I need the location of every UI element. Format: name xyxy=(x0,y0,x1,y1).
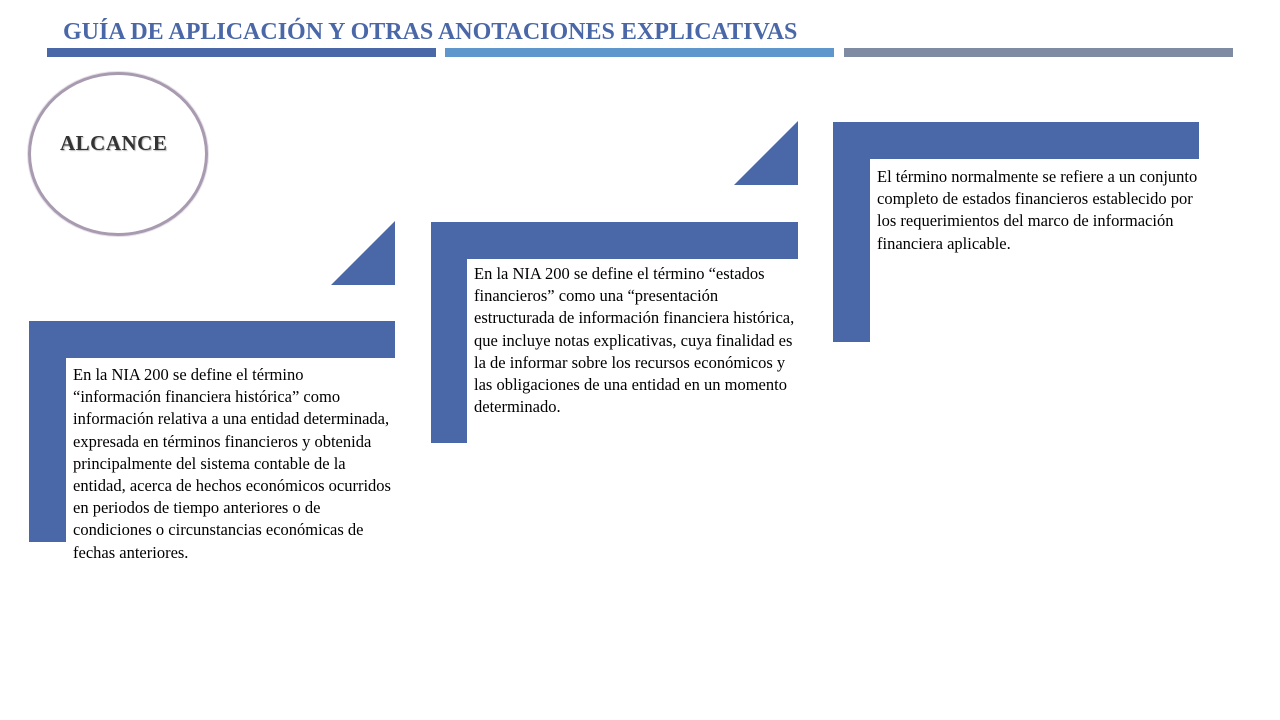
title-underline-segment-2 xyxy=(445,48,834,57)
title-underline-segment-1 xyxy=(47,48,436,57)
step-3-side-bar xyxy=(833,122,870,342)
step-3-top-bar xyxy=(833,122,1199,159)
step-2-top-bar xyxy=(431,222,798,259)
step-3-text: El término normalmente se refiere a un conjunto completo de estados financieros establecido por los requerimientos del marco de información financiera aplicable. xyxy=(877,167,1198,253)
step-1-side-bar xyxy=(29,321,66,542)
step-2-arrow-corner xyxy=(734,121,798,185)
title-underline-segment-3 xyxy=(844,48,1233,57)
step-1-top-bar xyxy=(29,321,395,358)
step-1-text: En la NIA 200 se define el término “información financiera histórica” como información relativa a una entidad determinada, expresada en términos financieros y obtenida principalmente del sistema contable de la entidad, acerca de hechos económicos ocurridos en periodos de tiempo anteriores o de condiciones o circunstancias económicas de fechas anteriores. xyxy=(73,365,391,562)
page-title: GUÍA DE APLICACIÓN Y OTRAS ANOTACIONES EXPLICATIVAS xyxy=(63,19,798,45)
step-2-side-bar xyxy=(431,222,467,443)
step-2-text: En la NIA 200 se define el término “estados financieros” como una “presentación estructurada de información financiera histórica, que incluye notas explicativas, cuya finalidad es la de informar sobre los recursos económicos y las obligaciones de una entidad en un momento determinado. xyxy=(474,264,795,417)
section-label: ALCANCE xyxy=(60,131,168,155)
step-1-arrow-corner xyxy=(331,221,395,285)
